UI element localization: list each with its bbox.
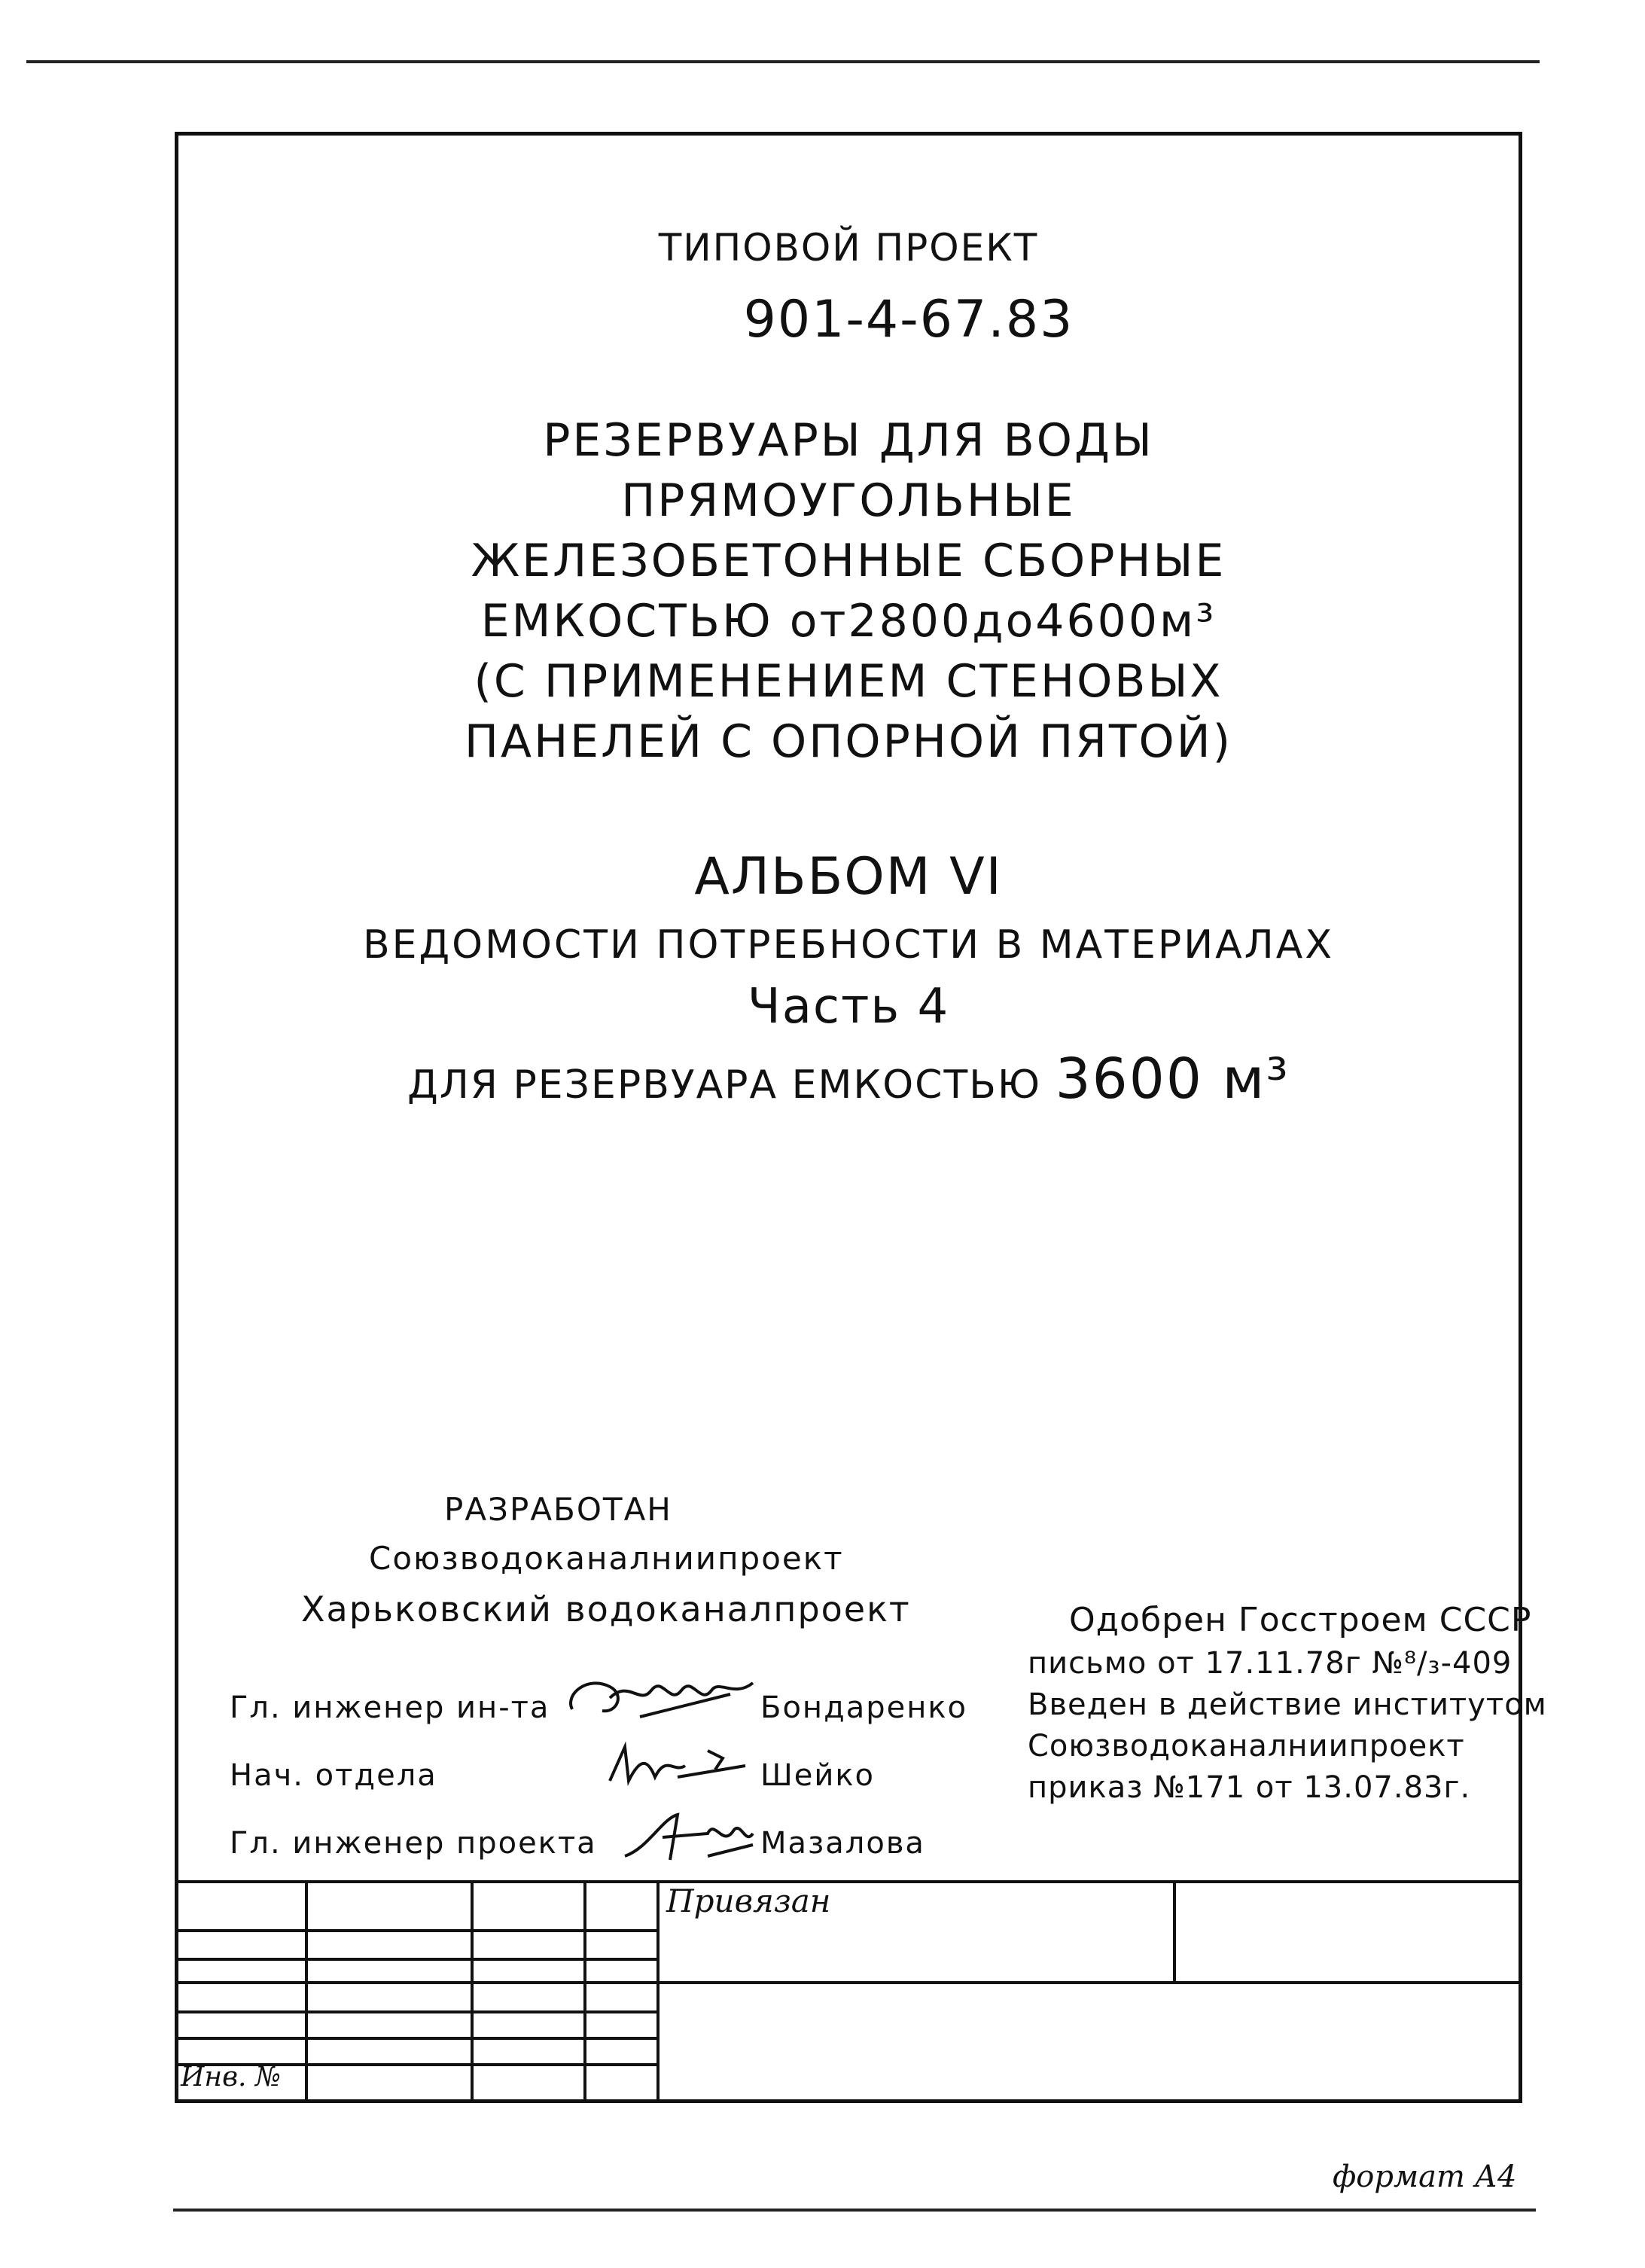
album-subtitle: ВЕДОМОСТИ ПОТРЕБНОСТИ В МАТЕРИАЛАХ (363, 922, 1334, 968)
signature-role: Нач. отдела (230, 1758, 437, 1793)
handwritten-signature (602, 1736, 753, 1796)
developer-org2: Харьковский водоканалпроект (301, 1589, 911, 1629)
title-line: ЕМКОСТЬЮ от2800до4600м³ (480, 595, 1217, 648)
approval-line: Союзводоканалниипроект (1028, 1729, 1465, 1763)
capacity-line (175, 1047, 1522, 1111)
title-line: ЖЕЛЕЗОБЕТОННЫЕ СБОРНЫЕ (471, 535, 1226, 587)
top-rule (26, 60, 1540, 63)
inventory-number-label: Инв. № (181, 2062, 282, 2093)
approval-line: письмо от 17.11.78г №⁸/₃-409 (1028, 1646, 1512, 1681)
format-label: формат А4 (1333, 2160, 1517, 2194)
capacity-value: 3600 м³ (1055, 1047, 1290, 1111)
project-code: 901-4-67.83 (743, 290, 1074, 349)
title-line: ПРЯМОУГОЛЬНЫЕ (621, 474, 1076, 527)
developer-org1: Союзводоканалниипроект (369, 1540, 844, 1577)
signature-name: Бондаренко (760, 1690, 968, 1725)
approval-line: Введен в действие институтом (1028, 1687, 1547, 1722)
project-type: ТИПОВОЙ ПРОЕКТ (658, 226, 1039, 270)
attached-label: Привязан (666, 1882, 831, 1919)
signature-name: Шейко (760, 1758, 876, 1793)
capacity-prefix: ДЛЯ РЕЗЕРВУАРА ЕМКОСТЬЮ (407, 1062, 1042, 1108)
handwritten-signature (617, 1803, 760, 1871)
developer-heading: РАЗРАБОТАН (444, 1491, 672, 1528)
title-block-grid (178, 1880, 1519, 2099)
bottom-rule (173, 2209, 1536, 2212)
signature-role: Гл. инженер ин-та (230, 1690, 550, 1725)
signature-name: Мазалова (760, 1826, 925, 1861)
title-line: (С ПРИМЕНЕНИЕМ СТЕНОВЫХ (474, 655, 1223, 708)
approval-line: приказ №171 от 13.07.83г. (1028, 1770, 1471, 1805)
handwritten-signature (557, 1664, 768, 1732)
signature-role: Гл. инженер проекта (230, 1826, 597, 1861)
album-part: Часть 4 (747, 979, 950, 1035)
title-line: РЕЗЕРВУАРЫ ДЛЯ ВОДЫ (543, 414, 1154, 467)
album-label: АЛЬБОМ VI (694, 847, 1003, 907)
title-line: ПАНЕЛЕЙ С ОПОРНОЙ ПЯТОЙ) (464, 715, 1233, 768)
approval-line: Одобрен Госстроем СССР (1069, 1601, 1532, 1639)
